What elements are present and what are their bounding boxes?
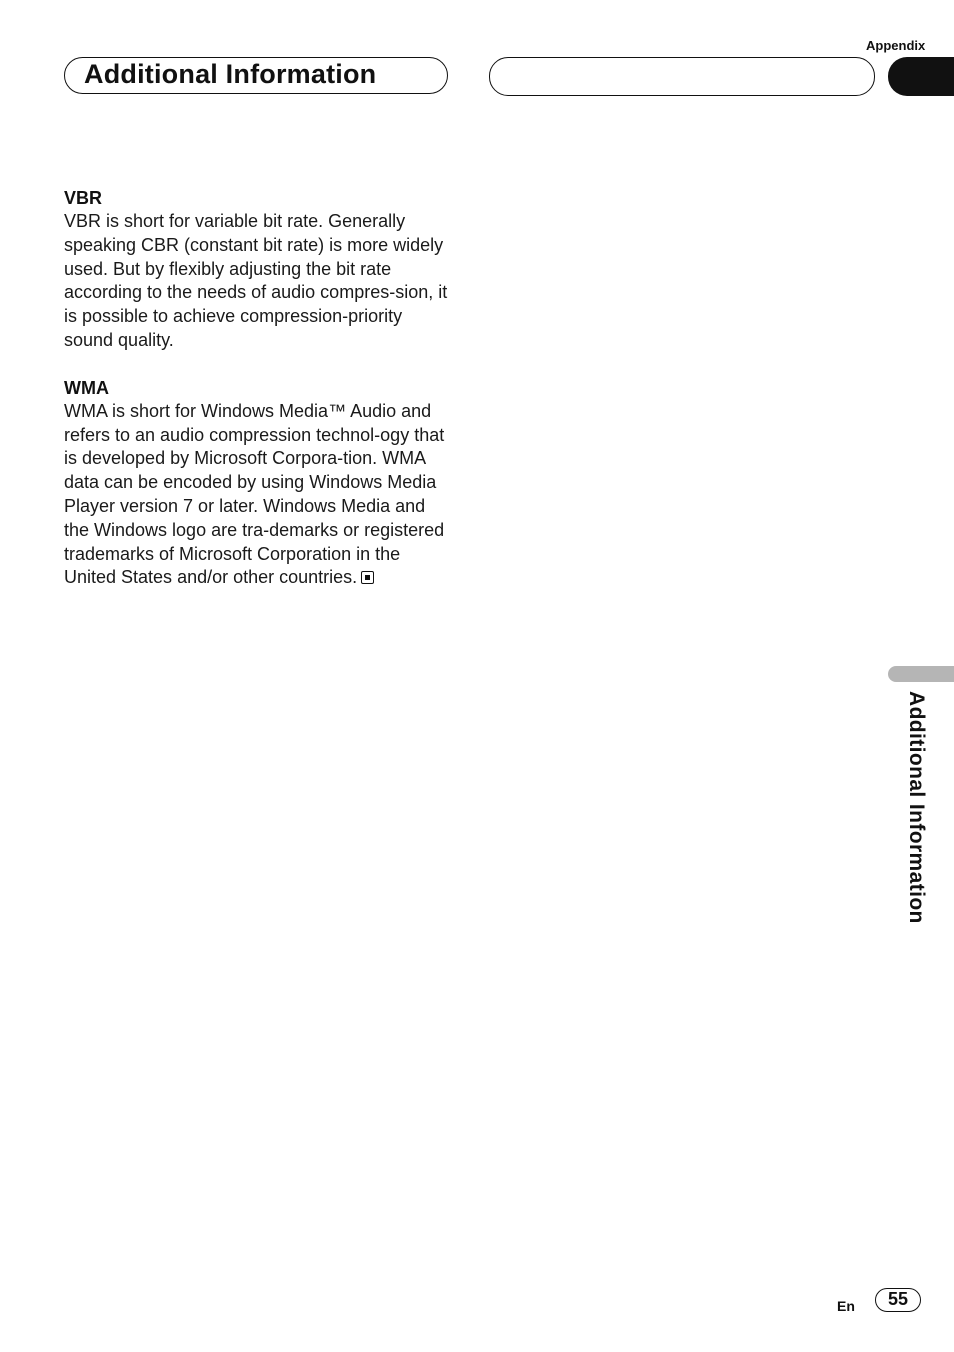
definition-wma-block <box>64 400 454 590</box>
definition-vbr: VBR is short for variable bit rate. Generally speaking CBR (constant bit rate) is more widely used. But by flexibly adjusting the bit rate according to the needs of audio compres-sion, it is possible to achieve compression-priority sound quality. <box>64 211 448 350</box>
side-tab-marker <box>888 666 954 682</box>
header-black-tab <box>888 57 954 96</box>
term-wma: WMA <box>64 377 109 398</box>
page-number: 55 <box>875 1288 921 1312</box>
term-vbr: VBR <box>64 188 103 208</box>
end-of-section-icon <box>361 571 374 584</box>
side-tab-label: Additional Information <box>905 691 928 924</box>
page-title: Additional Information <box>84 59 377 89</box>
glossary-content <box>64 186 454 613</box>
footer-language: En <box>837 1298 855 1314</box>
definition-wma: WMA is short for Windows Media™ Audio and refers to an audio compression technol-ogy that is developed by Microsoft Corpora-tion. WMA data can be encoded by using Windows Media Player version 7 or later. Windows Media and the Windows logo are tra-demarks or registered trademarks of Microsoft Corporation in the United States and/or other countries. <box>64 400 445 588</box>
header-empty-frame <box>489 57 875 96</box>
section-label: Appendix <box>866 38 926 53</box>
